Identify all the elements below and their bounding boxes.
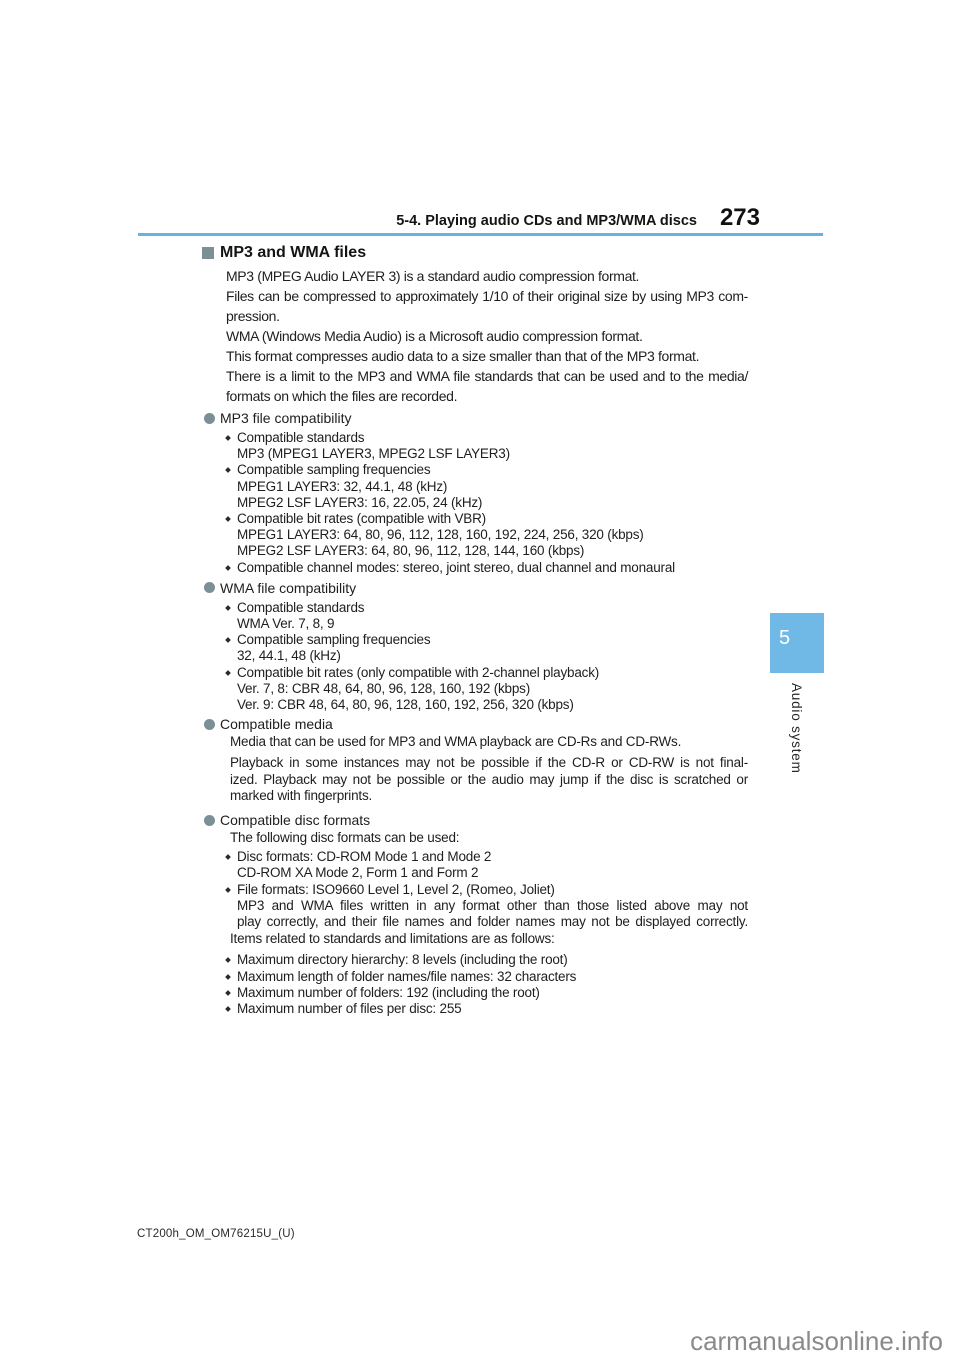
list-item <box>223 560 748 576</box>
paragraph <box>226 366 748 406</box>
text-line: MPEG1 LAYER3: 64, 80, 96, 112, 128, 160, 192, 224, 256, 320 (kbps) <box>237 527 644 543</box>
bullet-label-text: MP3 file compatibility <box>220 410 352 426</box>
text-line: pression. <box>226 308 280 324</box>
bullet-label <box>204 579 748 597</box>
section-heading <box>202 244 748 262</box>
list-item <box>223 1001 748 1017</box>
text-line: Compatible bit rates (only compatible with 2-channel playback) <box>237 664 600 680</box>
paragraph <box>226 346 748 366</box>
block-body <box>230 830 748 846</box>
bullet-block-disc-formats <box>202 811 748 1017</box>
text-line: Compatible sampling frequencies <box>237 632 431 648</box>
paragraph <box>230 830 748 846</box>
text-line: marked with fingerprints. <box>230 787 373 803</box>
text-line: Ver. 9: CBR 48, 64, 80, 96, 128, 160, 192, 256, 320 (kbps) <box>237 697 574 713</box>
bullet-block-mp3-compatibility <box>202 409 748 576</box>
paragraph <box>226 266 748 286</box>
text-line: Compatible standards <box>237 599 365 615</box>
text-line: MPEG2 LSF LAYER3: 16, 22.05, 24 (kHz) <box>237 494 483 510</box>
text-line: Compatible standards <box>237 430 365 445</box>
circle-bullet-icon <box>204 413 215 424</box>
dot-bullet-icon <box>225 974 231 980</box>
item-list <box>223 849 748 930</box>
list-item <box>223 665 748 714</box>
text-line: play correctly, and their file names and folder names may not be displayed correctly. <box>237 914 748 930</box>
dot-bullet-icon <box>225 468 231 474</box>
paragraph <box>230 931 748 947</box>
dot-bullet-icon <box>225 1006 231 1012</box>
chapter-label-vertical: Audio system <box>789 683 804 774</box>
text-line: Media that can be used for MP3 and WMA playback are CD-Rs and CD-RWs. <box>230 734 682 750</box>
paragraph <box>230 755 748 804</box>
bullet-label <box>204 811 748 829</box>
text-line: CD-ROM XA Mode 2, Form 1 and Form 2 <box>237 865 479 881</box>
text-line: Maximum length of folder names/file names: 32 characters <box>237 968 577 984</box>
page-content <box>202 244 748 1017</box>
text-line: 32, 44.1, 48 (kHz) <box>237 648 341 664</box>
list-item <box>223 430 748 462</box>
text-line: Maximum directory hierarchy: 8 levels (including the root) <box>237 952 568 968</box>
dot-bullet-icon <box>225 670 231 676</box>
text-line: This format compresses audio data to a size smaller than that of the MP3 format. <box>226 348 700 364</box>
text-line: Playback in some instances may not be possible if the CD-R or CD-RW is not final- <box>230 755 748 771</box>
chapter-number: 5 <box>779 627 791 649</box>
text-line: formats on which the files are recorded. <box>226 388 458 404</box>
bullet-label-text: Compatible disc formats <box>220 812 371 829</box>
bullet-label-text: Compatible media <box>220 716 333 733</box>
list-item <box>223 882 748 931</box>
dot-bullet-icon <box>225 637 231 643</box>
list-item <box>223 985 748 1001</box>
dot-bullet-icon <box>225 958 231 964</box>
dot-bullet-icon <box>225 435 231 441</box>
text-line: WMA (Windows Media Audio) is a Microsoft audio compression format. <box>226 328 643 344</box>
list-item <box>223 511 748 560</box>
header-rule <box>138 233 823 236</box>
text-line: Maximum number of files per disc: 255 <box>237 1001 462 1017</box>
watermark-text: carmanualsonline.info <box>690 1326 943 1356</box>
text-line: File formats: ISO9660 Level 1, Level 2, (Romeo, Joliet) <box>237 881 555 897</box>
square-bullet-icon <box>202 247 214 259</box>
text-line: There is a limit to the MP3 and WMA file standards that can be used and to the media/ <box>226 368 748 384</box>
block-body <box>230 734 748 804</box>
text-line: Items related to standards and limitations are as follows: <box>230 931 555 947</box>
dot-bullet-icon <box>225 565 231 571</box>
item-list <box>223 952 748 1017</box>
text-line: Compatible sampling frequencies <box>237 462 431 478</box>
dot-bullet-icon <box>225 605 231 611</box>
text-line: ized. Playback may not be possible or the audio may jump if the disc is scratched or <box>230 771 748 787</box>
text-line: MP3 (MPEG Audio LAYER 3) is a standard audio compression format. <box>226 268 640 284</box>
bullet-block-compatible-media <box>202 715 748 804</box>
text-line: MP3 and WMA files written in any format other than those listed above may not <box>237 897 748 913</box>
circle-bullet-icon <box>204 815 215 826</box>
bullet-block-wma-compatibility <box>202 579 748 713</box>
text-line: MP3 (MPEG1 LAYER3, MPEG2 LSF LAYER3) <box>237 446 510 462</box>
text-line: WMA Ver. 7, 8, 9 <box>237 616 335 632</box>
footer-document-code: CT200h_OM_OM76215U_(U) <box>137 1228 295 1240</box>
bullet-label-text: WMA file compatibility <box>220 579 357 596</box>
dot-bullet-icon <box>225 854 231 860</box>
paragraph <box>230 734 748 750</box>
list-item <box>223 632 748 664</box>
text-line: Compatible bit rates (compatible with VBR) <box>237 511 486 527</box>
text-line: MPEG1 LAYER3: 32, 44.1, 48 (kHz) <box>237 478 448 494</box>
paragraph <box>226 286 748 326</box>
page-number: 273 <box>719 204 760 231</box>
item-list <box>223 430 748 576</box>
list-item <box>223 462 748 511</box>
dot-bullet-icon <box>225 887 231 893</box>
text-line: Maximum number of folders: 192 (including the root) <box>237 984 540 1000</box>
text-line: The following disc formats can be used: <box>230 830 460 846</box>
item-list <box>223 600 748 713</box>
bullet-label <box>204 409 748 427</box>
bullet-label <box>204 715 748 733</box>
text-line: Ver. 7, 8: CBR 48, 64, 80, 96, 128, 160, 192 (kbps) <box>237 680 530 696</box>
list-item <box>223 600 748 632</box>
text-line: Disc formats: CD-ROM Mode 1 and Mode 2 <box>237 849 492 865</box>
paragraph <box>226 326 748 346</box>
header-section-title: 5-4. Playing audio CDs and MP3/WMA discs <box>396 213 697 229</box>
block-body <box>230 931 748 947</box>
text-line: Files can be compressed to approximately 1/10 of their original size by using MP3 com- <box>226 288 748 304</box>
list-item <box>223 969 748 985</box>
text-line: Compatible channel modes: stereo, joint stereo, dual channel and monaural <box>237 559 675 575</box>
chapter-tab <box>770 613 824 673</box>
circle-bullet-icon <box>204 719 215 730</box>
section-heading-label: MP3 and WMA files <box>220 244 367 261</box>
text-line: MPEG2 LSF LAYER3: 64, 80, 96, 112, 128, 144, 160 (kbps) <box>237 543 585 559</box>
circle-bullet-icon <box>204 582 215 593</box>
dot-bullet-icon <box>225 516 231 522</box>
dot-bullet-icon <box>225 990 231 996</box>
list-item <box>223 849 748 881</box>
list-item <box>223 952 748 968</box>
